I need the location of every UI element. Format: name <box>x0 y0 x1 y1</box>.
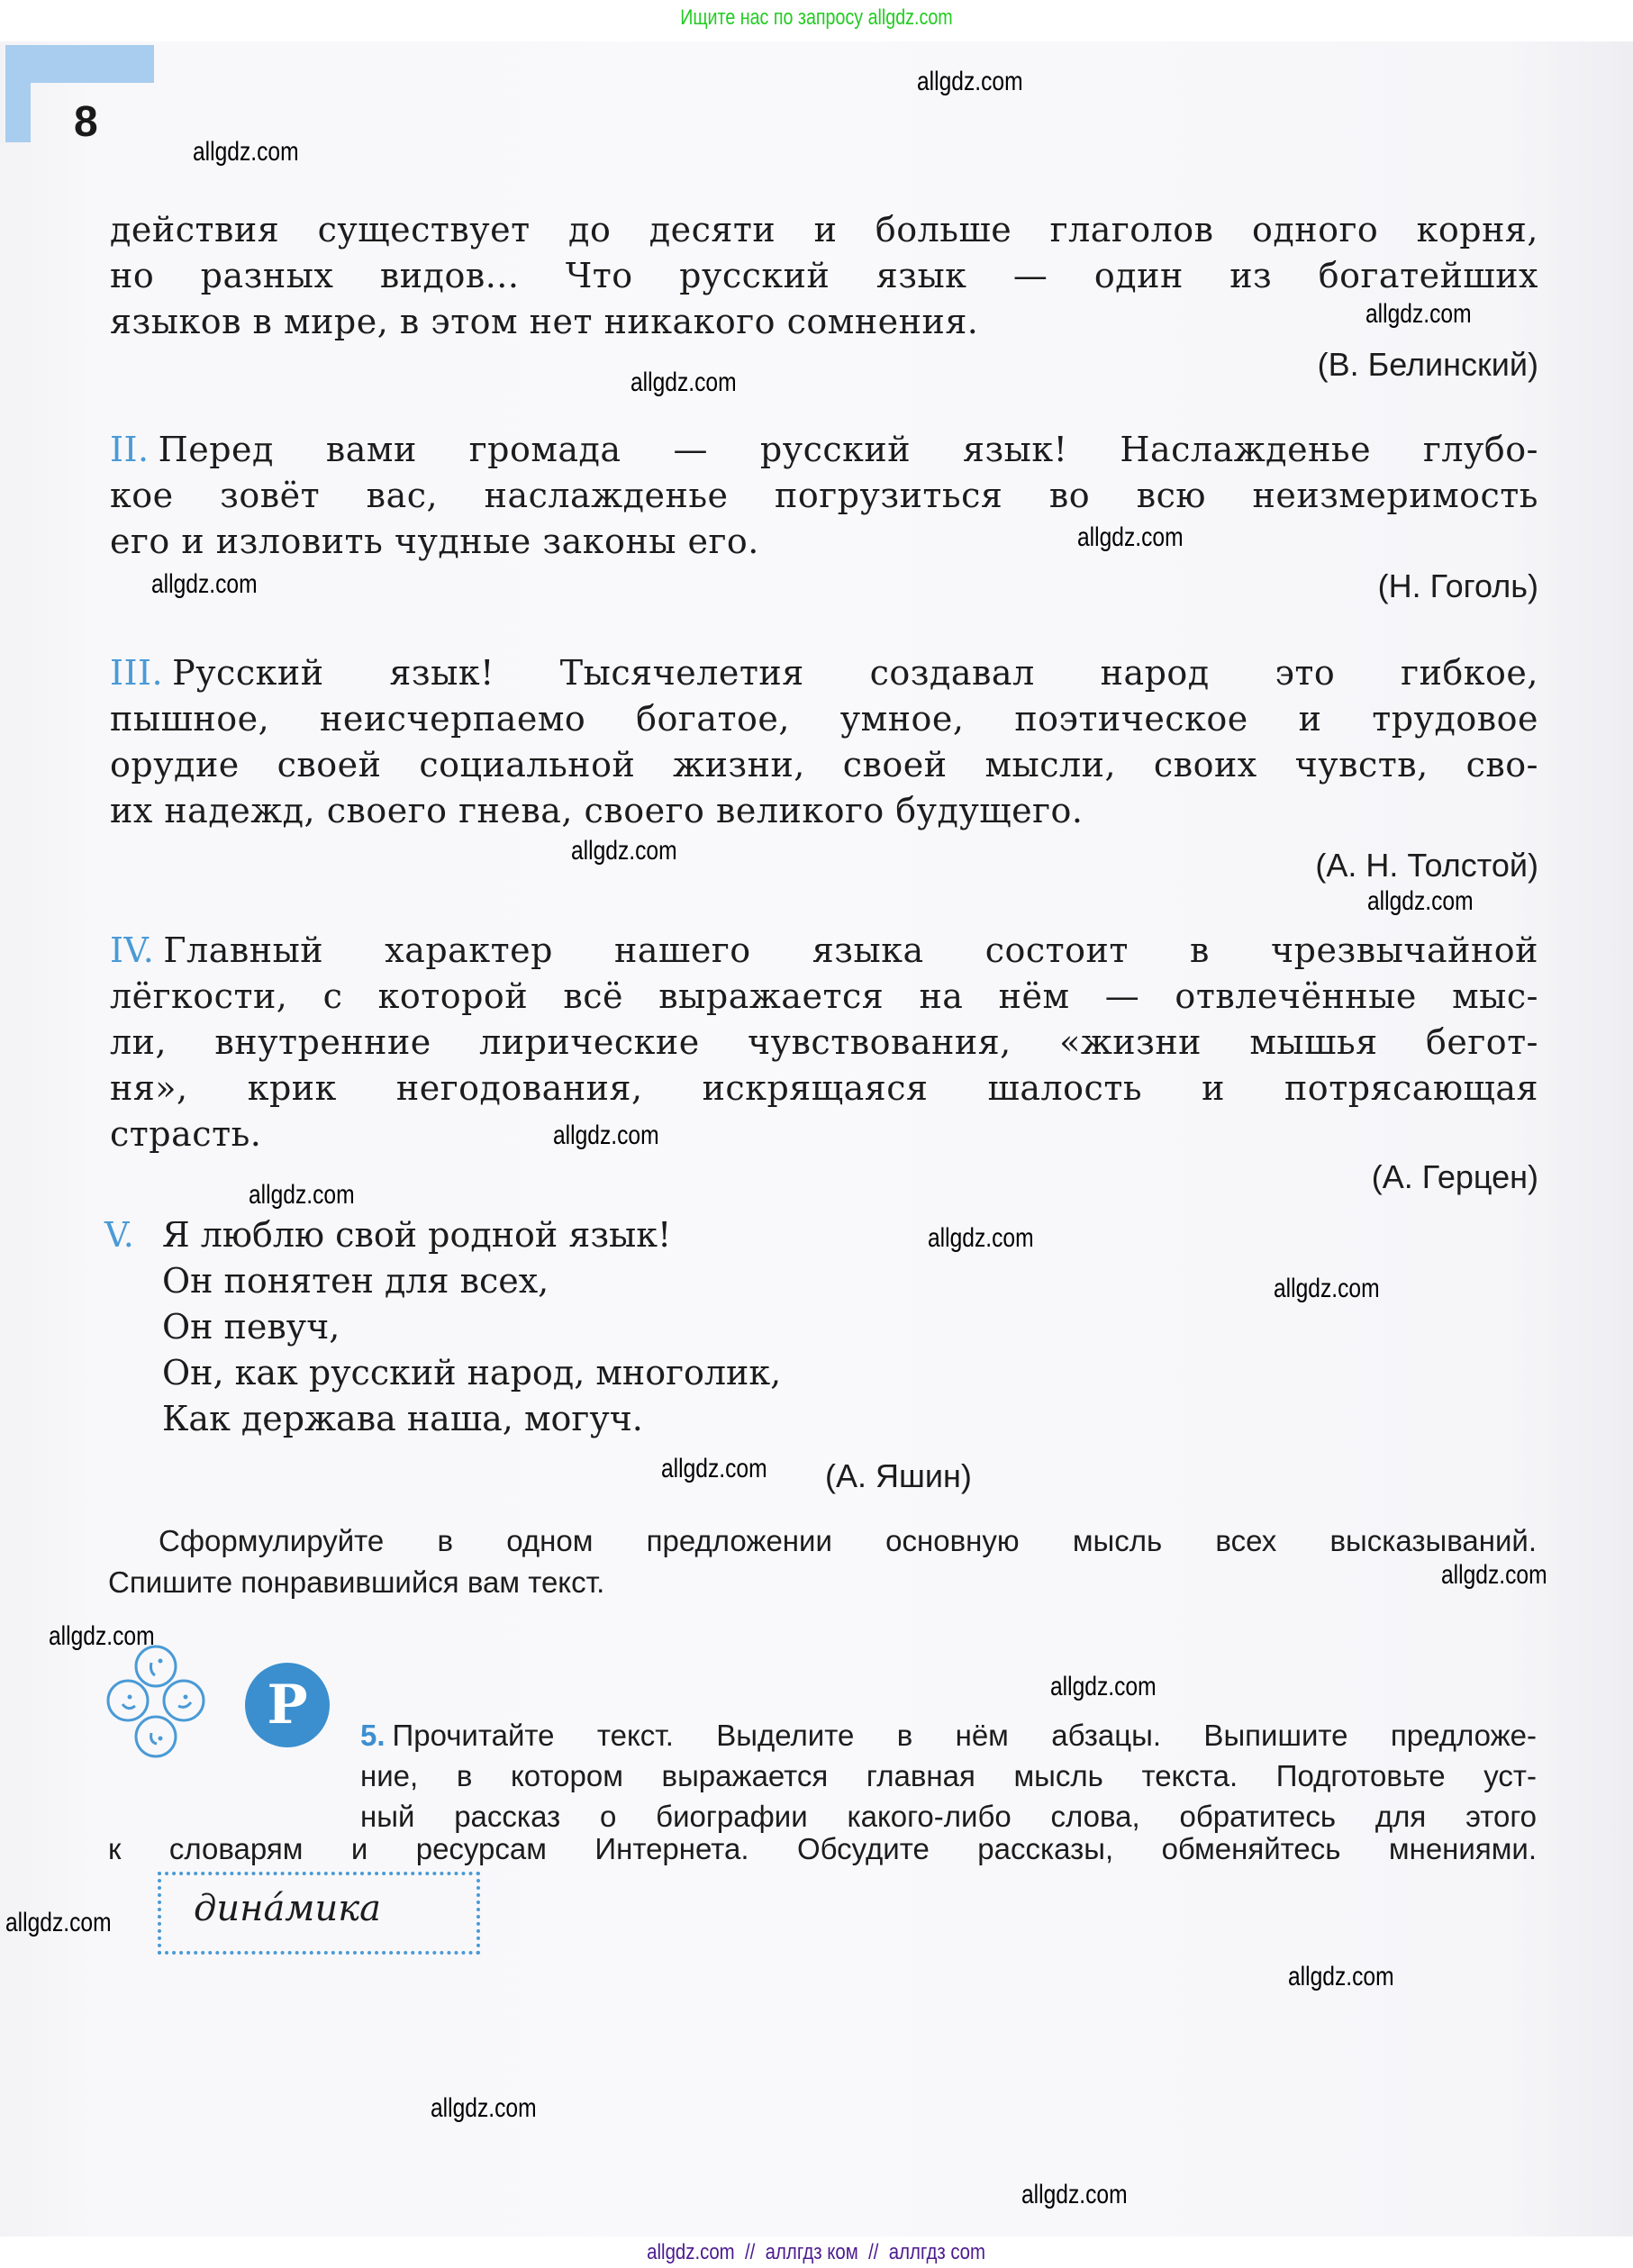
quote-line: языков в мире, в этом нет никакого сомнения. <box>110 302 979 341</box>
footer-banner <box>0 2236 1633 2268</box>
quote-line: пышное, неисчерпаемо богатое, умное, поэтическое и трудовое <box>110 699 1538 739</box>
quote-line: III. Русский язык! Тысячелетия создавал народ это гибкое, <box>110 653 1538 693</box>
top-banner <box>0 0 1633 40</box>
quote-1 <box>110 207 1538 345</box>
watermark: allgdz.com <box>193 137 299 167</box>
quote-3 <box>110 650 1538 834</box>
quote-line: его и изловить чудные законы его. <box>110 522 759 561</box>
roman-numeral: V. <box>104 1215 134 1255</box>
poem-line: Он, как русский народ, многолик, <box>162 1353 782 1393</box>
quote-line: II. Перед вами громада — русский язык! Наслажденье глубо- <box>110 430 1538 469</box>
quote-4 <box>110 928 1538 1157</box>
assignment-line-1: Сформулируйте в одном предложении основную мысль всех высказываний. <box>159 1524 1537 1557</box>
quote-line: их надежд, своего гнева, своего великого будущего. <box>110 791 1084 830</box>
quote-line: кое зовёт вас, наслажденье погрузиться во всю неизмеримость <box>110 476 1538 515</box>
vocabulary-word: дина́мика <box>194 1888 381 1929</box>
task-number: 5. <box>360 1719 386 1752</box>
watermark: allgdz.com <box>249 1180 355 1210</box>
top-banner-text: Ищите нас по запросу allgdz.com <box>680 5 953 30</box>
watermark: allgdz.com <box>431 2093 537 2123</box>
watermark: allgdz.com <box>661 1454 767 1483</box>
poem-line: Как держава наша, могуч. <box>162 1399 643 1438</box>
task-5 <box>360 1715 1537 1837</box>
quote-line: орудие своей социальной жизни, своей мысли, своих чувств, сво- <box>110 745 1538 785</box>
watermark: allgdz.com <box>1288 1962 1394 1991</box>
quote-author: (А. Н. Толстой) <box>1315 847 1538 884</box>
watermark: allgdz.com <box>1050 1672 1157 1701</box>
vocabulary-word-box <box>158 1872 480 1955</box>
quote-line: страсть. <box>110 1114 262 1154</box>
speech-task-badge: Р <box>245 1663 330 1747</box>
quote-author: (А. Герцен) <box>1371 1158 1538 1195</box>
quote-line: ня», крик негодования, искрящаяся шалость и потрясающая <box>110 1068 1538 1108</box>
watermark: allgdz.com <box>917 67 1023 96</box>
watermark: allgdz.com <box>631 367 737 397</box>
page-corner-decoration-vertical <box>5 45 31 142</box>
watermark: allgdz.com <box>1365 299 1472 329</box>
watermark: allgdz.com <box>1021 2180 1128 2209</box>
quote-line: действия существует до десяти и больше глаголов одного корня, <box>110 210 1538 249</box>
watermark: allgdz.com <box>151 569 258 599</box>
quote-2 <box>110 427 1538 565</box>
task-line: 5. Прочитайте текст. Выделите в нём абзацы. Выпишите предложе- <box>360 1719 1537 1752</box>
quote-line: IV. Главный характер нашего языка состоит в чрезвычайной <box>110 930 1538 970</box>
roman-numeral: II. <box>110 430 150 469</box>
roman-numeral: III. <box>110 653 164 693</box>
watermark: allgdz.com <box>553 1120 659 1150</box>
poem-line: Я люблю свой родной язык! <box>162 1215 672 1255</box>
quote-line: но разных видов... Что русский язык — один из богатейших <box>110 256 1538 295</box>
watermark: allgdz.com <box>1367 886 1474 916</box>
group-work-icon <box>106 1645 205 1760</box>
watermark: allgdz.com <box>1077 522 1184 552</box>
quote-line: лёгкости, с которой всё выражается на нём — отвлечённые мыс- <box>110 976 1538 1016</box>
quote-line: ли, внутренние лирические чувствования, «жизни мышья бегот- <box>110 1022 1538 1062</box>
watermark: allgdz.com <box>1274 1274 1380 1303</box>
page-number: 8 <box>74 98 98 146</box>
task-line: ние, в котором выражается главная мысль текста. Подготовьте уст- <box>360 1759 1537 1792</box>
poem-line: Он певуч, <box>162 1307 340 1347</box>
watermark: allgdz.com <box>5 1908 112 1937</box>
footer-text: allgdz.com // аллгдз ком // аллгдз com <box>647 2240 986 2264</box>
task-line: ный рассказ о биографии какого-либо слова, обратитесь для этого <box>360 1800 1537 1833</box>
watermark: allgdz.com <box>928 1223 1034 1253</box>
quote-author: (В. Белинский) <box>1317 346 1538 383</box>
quote-5-poem <box>104 1212 1243 1442</box>
watermark: allgdz.com <box>1441 1560 1547 1590</box>
quote-author: (Н. Гоголь) <box>1377 567 1538 604</box>
task-line: к словарям и ресурсам Интернета. Обсудите рассказы, обменяйтесь мнениями. <box>108 1832 1537 1865</box>
quote-author: (А. Яшин) <box>825 1457 972 1494</box>
assignment-line-2: Спишите понравившийся вам текст. <box>108 1565 605 1599</box>
poem-line: Он понятен для всех, <box>162 1261 549 1301</box>
watermark: allgdz.com <box>571 836 677 866</box>
watermark: allgdz.com <box>49 1621 155 1651</box>
roman-numeral: IV. <box>110 930 155 970</box>
